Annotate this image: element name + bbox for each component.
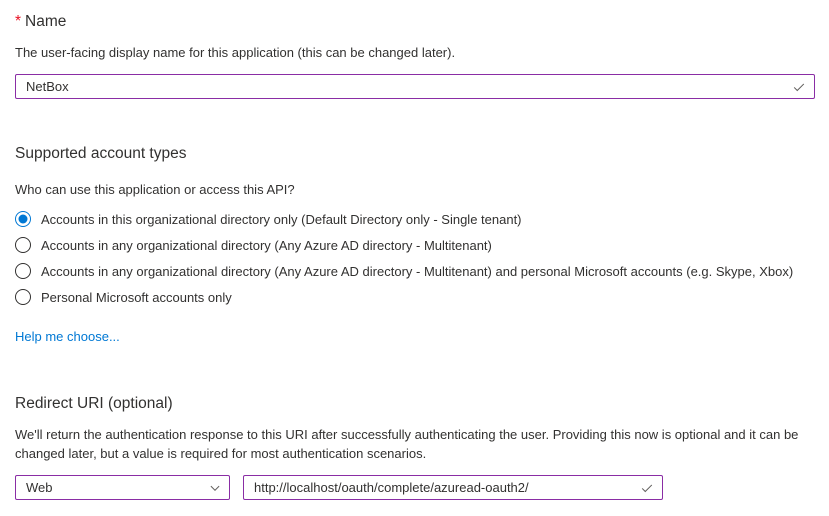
radio-option-personal-only[interactable] <box>15 284 815 310</box>
radio-option-label: Personal Microsoft accounts only <box>41 289 232 305</box>
name-description: The user-facing display name for this application (this can be changed later). <box>15 45 456 60</box>
radio-unselected-icon[interactable] <box>15 263 31 279</box>
chevron-down-icon <box>209 482 221 494</box>
required-asterisk: * <box>15 13 22 30</box>
redirect-uri-description: We'll return the authentication response to this URI after successfully authenticating the user. Providing this now is optional and it can be changed later, but a value is required for most authentication scenarios. <box>15 427 799 461</box>
platform-select-value: Web <box>26 480 53 495</box>
help-me-choose-link[interactable]: Help me choose... <box>15 329 120 344</box>
redirect-uri-input-container <box>243 475 663 500</box>
radio-unselected-icon[interactable] <box>15 289 31 305</box>
radio-option-label: Accounts in any organizational directory (Any Azure AD directory - Multitenant) and personal Microsoft accounts (e.g. Skype, Xbox) <box>41 263 794 279</box>
redirect-uri-heading: Redirect URI (optional) <box>15 395 173 412</box>
name-label: Name <box>25 13 67 30</box>
radio-option-label: Accounts in this organizational directory only (Default Directory only - Single tenant) <box>41 211 522 227</box>
account-types-question: Who can use this application or access this API? <box>15 182 295 197</box>
checkmark-icon <box>792 80 806 94</box>
name-section-title <box>15 11 815 32</box>
account-types-heading: Supported account types <box>15 145 187 162</box>
redirect-uri-input[interactable] <box>244 476 662 499</box>
name-input[interactable] <box>16 75 814 98</box>
radio-option-single-tenant[interactable] <box>15 206 815 232</box>
account-types-radio-group <box>15 206 815 310</box>
radio-option-multitenant-personal[interactable] <box>15 258 815 284</box>
redirect-uri-controls <box>15 475 815 500</box>
platform-select[interactable] <box>15 475 230 500</box>
radio-selected-icon[interactable] <box>15 211 31 227</box>
checkmark-icon <box>640 481 654 495</box>
name-input-container <box>15 74 815 99</box>
radio-unselected-icon[interactable] <box>15 237 31 253</box>
radio-option-multitenant[interactable] <box>15 232 815 258</box>
radio-option-label: Accounts in any organizational directory (Any Azure AD directory - Multitenant) <box>41 237 492 253</box>
